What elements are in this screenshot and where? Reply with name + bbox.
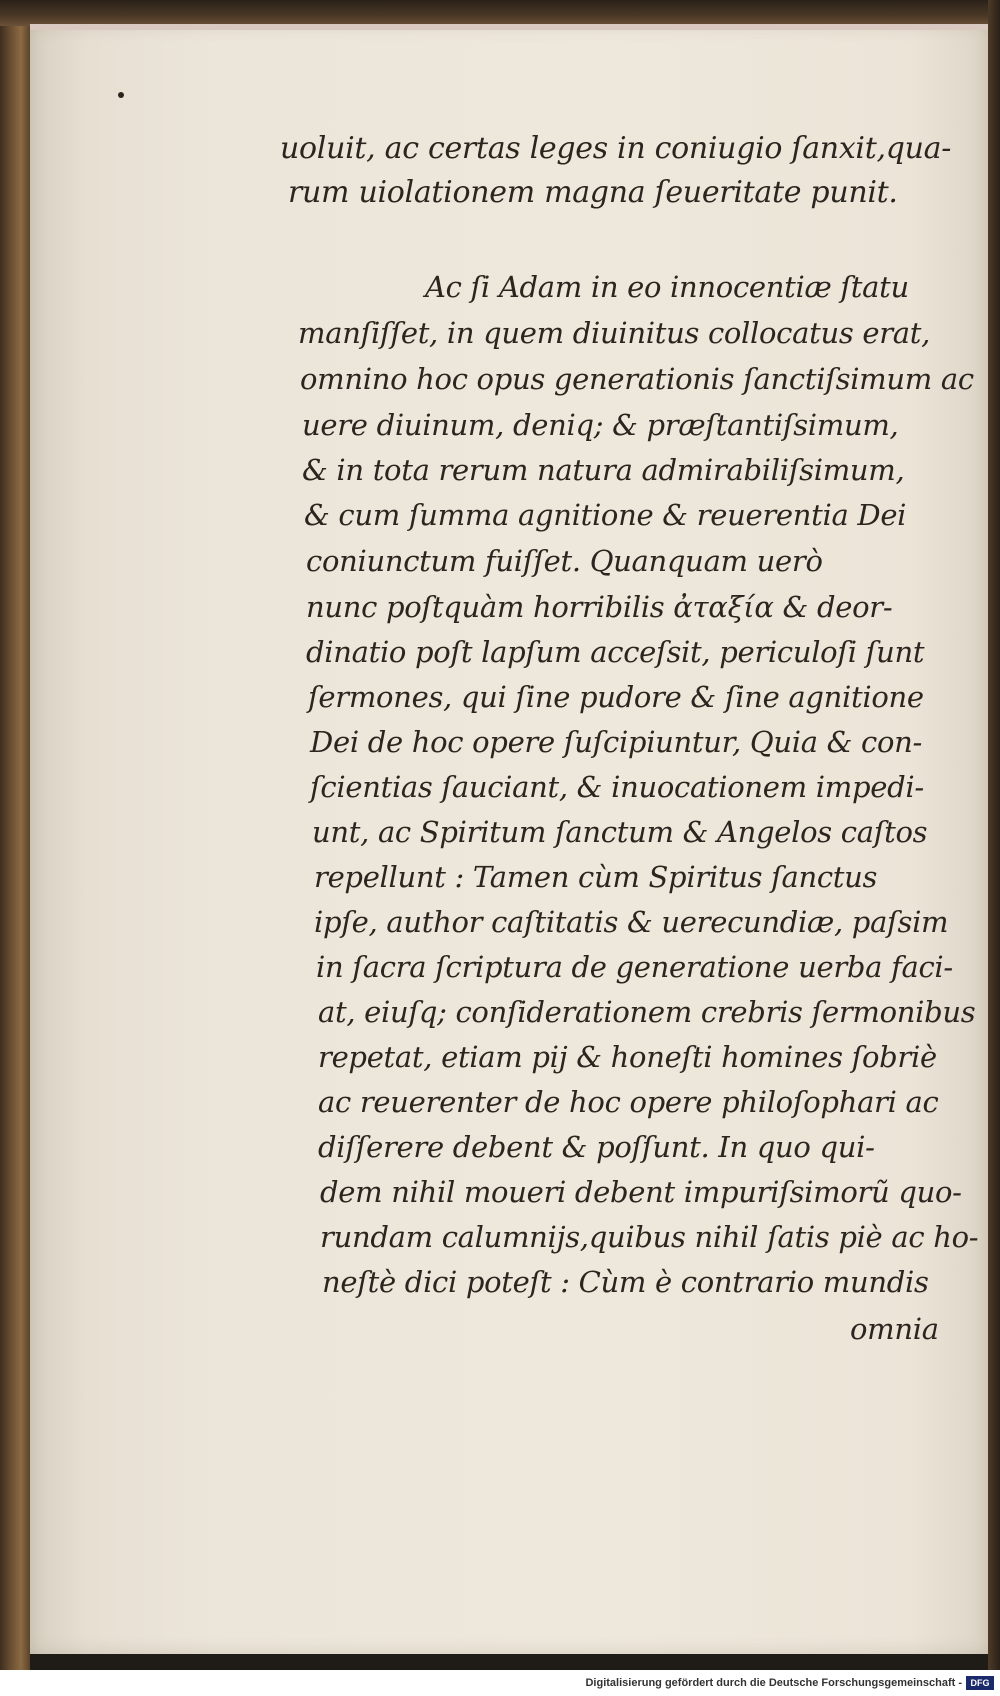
catchword: omnia: [850, 1312, 939, 1346]
text-line: manſiſſet, in quem diuinitus collocatus erat,: [298, 316, 931, 350]
text-line: rum uiolationem magna ſeueritate punit.: [288, 175, 898, 210]
text-line: unt, ac Spiritum ſanctum & Angelos caſtos: [312, 815, 928, 849]
text-line: repetat, etiam pij & honeſti homines ſobriè: [318, 1040, 937, 1074]
text-line: Dei de hoc opere ſuſcipiuntur, Quia & con-: [310, 725, 923, 759]
text-line: ipſe, author caſtitatis & uerecundiæ, paſsim: [314, 905, 949, 939]
text-line: rundam calumnijs,quibus nihil ſatis piè ac ho-: [320, 1220, 979, 1254]
funding-credit: Digitalisierung gefördert durch die Deutsche Forschungsgemeinschaft -: [585, 1677, 962, 1689]
text-line: at, eiuſq; conſiderationem crebris ſermonibus: [318, 995, 976, 1029]
text-line: & in tota rerum natura admirabiliſsimum,: [302, 453, 905, 487]
text-line: dinatio poſt lapſum acceſsit, periculoſi ſunt: [306, 635, 925, 669]
text-line: diſſerere debent & poſſunt. In quo qui-: [318, 1130, 875, 1164]
text-line: & cum ſumma agnitione & reuerentia Dei: [304, 498, 907, 532]
text-line: ſcientias ſauciant, & inuocationem impedi-: [310, 770, 924, 804]
text-line: nunc poſtquàm horribilis ἀταξία & deor-: [306, 590, 893, 624]
text-line: dem nihil moueri debent impuriſsimorũ quo-: [320, 1175, 962, 1209]
dfg-logo-icon: DFG: [966, 1676, 994, 1690]
text-line: omnino hoc opus generationis ſanctiſsimum ac: [300, 362, 974, 396]
text-line: neſtè dici poteſt : Cùm è contrario mundis: [322, 1265, 929, 1299]
text-line: coniunctum fuiſſet. Quanquam uerò: [306, 544, 823, 578]
text-line: ac reuerenter de hoc opere philoſophari ac: [318, 1085, 939, 1119]
text-line: Ac ſi Adam in eo innocentiæ ſtatu: [425, 270, 909, 304]
viewer-footer: [0, 1670, 1000, 1696]
text-line: uere diuinum, deniq; & præſtantiſsimum,: [302, 408, 899, 442]
text-line: repellunt : Tamen cùm Spiritus ſanctus: [314, 860, 878, 894]
text-line: ſermones, qui ſine pudore & ſine agnitione: [308, 680, 924, 714]
text-line: in ſacra ſcriptura de generatione uerba faci-: [316, 950, 953, 984]
text-line: uoluit, ac certas leges in coniugio ſanxit,qua-: [280, 131, 952, 166]
